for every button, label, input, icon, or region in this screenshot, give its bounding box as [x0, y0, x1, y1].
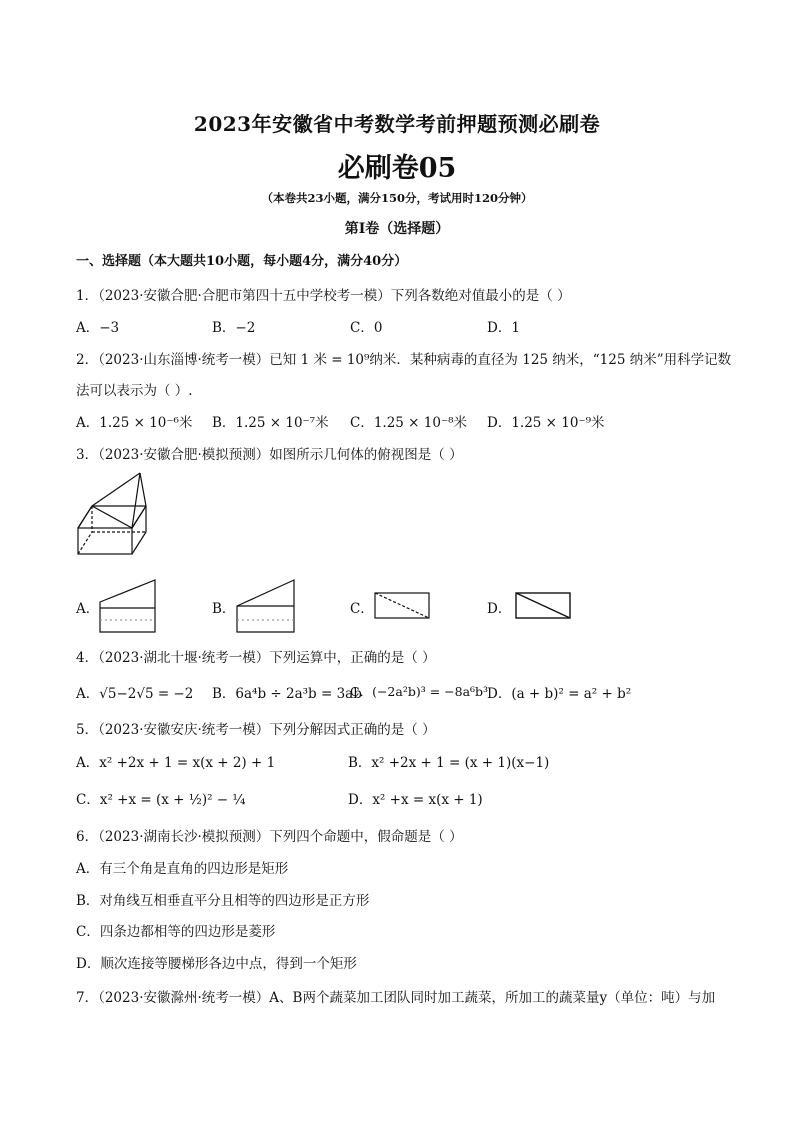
q2-option-a: A．1.25 × 10⁻⁶米 [76, 415, 193, 431]
question-1-stem: 1．（2023·安徽合肥·合肥市第四十五中学校考一模）下列各数绝对值最小的是（ ） [76, 288, 571, 304]
q5-option-a: A．x² +2x + 1 = x(x + 2) + 1 [76, 755, 276, 771]
option-a-figure [99, 578, 157, 634]
q1-option-c: C．0 [350, 320, 383, 336]
q2-option-d: D．1.25 × 10⁻⁹米 [487, 415, 605, 431]
q5-option-d: D．x² +x = x(x + 1) [348, 792, 483, 808]
exam-note: （本卷共23小题，满分150分，考试用时120分钟） [261, 191, 533, 205]
q3-option-d: D． [487, 601, 512, 617]
question-4-stem: 4．（2023·湖北十堰·统考一模）下列运算中，正确的是（ ） [76, 650, 436, 666]
q4-option-d: D．(a + b)² = a² + b² [487, 686, 632, 702]
q6-option-c: C．四条边都相等的四边形是菱形 [76, 924, 276, 940]
q5-option-c: C．x² +x = (x + ½)² − ¼ [76, 792, 246, 808]
option-d-figure [515, 592, 571, 620]
q3-option-c: C． [350, 601, 374, 617]
question-5-stem: 5．（2023·安徽安庆·统考一模）下列分解因式正确的是（ ） [76, 722, 436, 738]
q3-option-a: A． [76, 601, 100, 617]
question-2-stem-line1: 2．（2023·山东淄博·统考一模）已知 1 米 = 10⁹纳米．某种病毒的直径为 125 纳米，“125 纳米”用科学记数 [76, 352, 732, 368]
q6-option-a: A．有三个角是直角的四边形是矩形 [76, 861, 289, 877]
part-heading: 第I卷（选择题） [344, 221, 450, 237]
q3-option-b: B． [212, 601, 236, 617]
document-title: 2023年安徽省中考数学考前押题预测必刷卷 [193, 112, 601, 136]
section-heading: 一、选择题（本大题共10小题，每小题4分，满分40分） [76, 254, 408, 269]
question-3-stem: 3．（2023·安徽合肥·模拟预测）如图所示几何体的俯视图是（ ） [76, 447, 463, 463]
q6-option-b: B．对角线互相垂直平分且相等的四边形是正方形 [76, 893, 370, 909]
q1-option-b: B．−2 [212, 320, 256, 336]
question-7-stem: 7．（2023·安徽滁州·统考一模）A、B两个蔬菜加工团队同时加工蔬菜，所加工的蔬菜量y（单位：吨）与加 [76, 990, 716, 1006]
q4-option-b: B．6a⁴b ÷ 2a³b = 3ab [212, 686, 362, 702]
q1-option-d: D．1 [487, 320, 520, 336]
option-b-figure [236, 578, 296, 634]
q4-option-a: A．√5−2√5 = −2 [76, 686, 194, 702]
paper-subtitle: 必刷卷05 [337, 153, 457, 184]
q1-option-a: A．−3 [76, 320, 120, 336]
q4-option-c: C．(−2a²b)³ = −8a⁶b³ [350, 684, 489, 699]
q2-option-c: C．1.25 × 10⁻⁸米 [350, 415, 467, 431]
option-c-figure [374, 592, 430, 620]
q5-option-b: B．x² +2x + 1 = (x + 1)(x−1) [348, 755, 550, 771]
solid-figure [76, 470, 166, 560]
q6-option-d: D．顺次连接等腰梯形各边中点，得到一个矩形 [76, 956, 357, 972]
q2-option-b: B．1.25 × 10⁻⁷米 [212, 415, 329, 431]
question-6-stem: 6．（2023·湖南长沙·模拟预测）下列四个命题中，假命题是（ ） [76, 829, 463, 845]
question-2-stem-line2: 法可以表示为（ ）. [76, 383, 193, 399]
